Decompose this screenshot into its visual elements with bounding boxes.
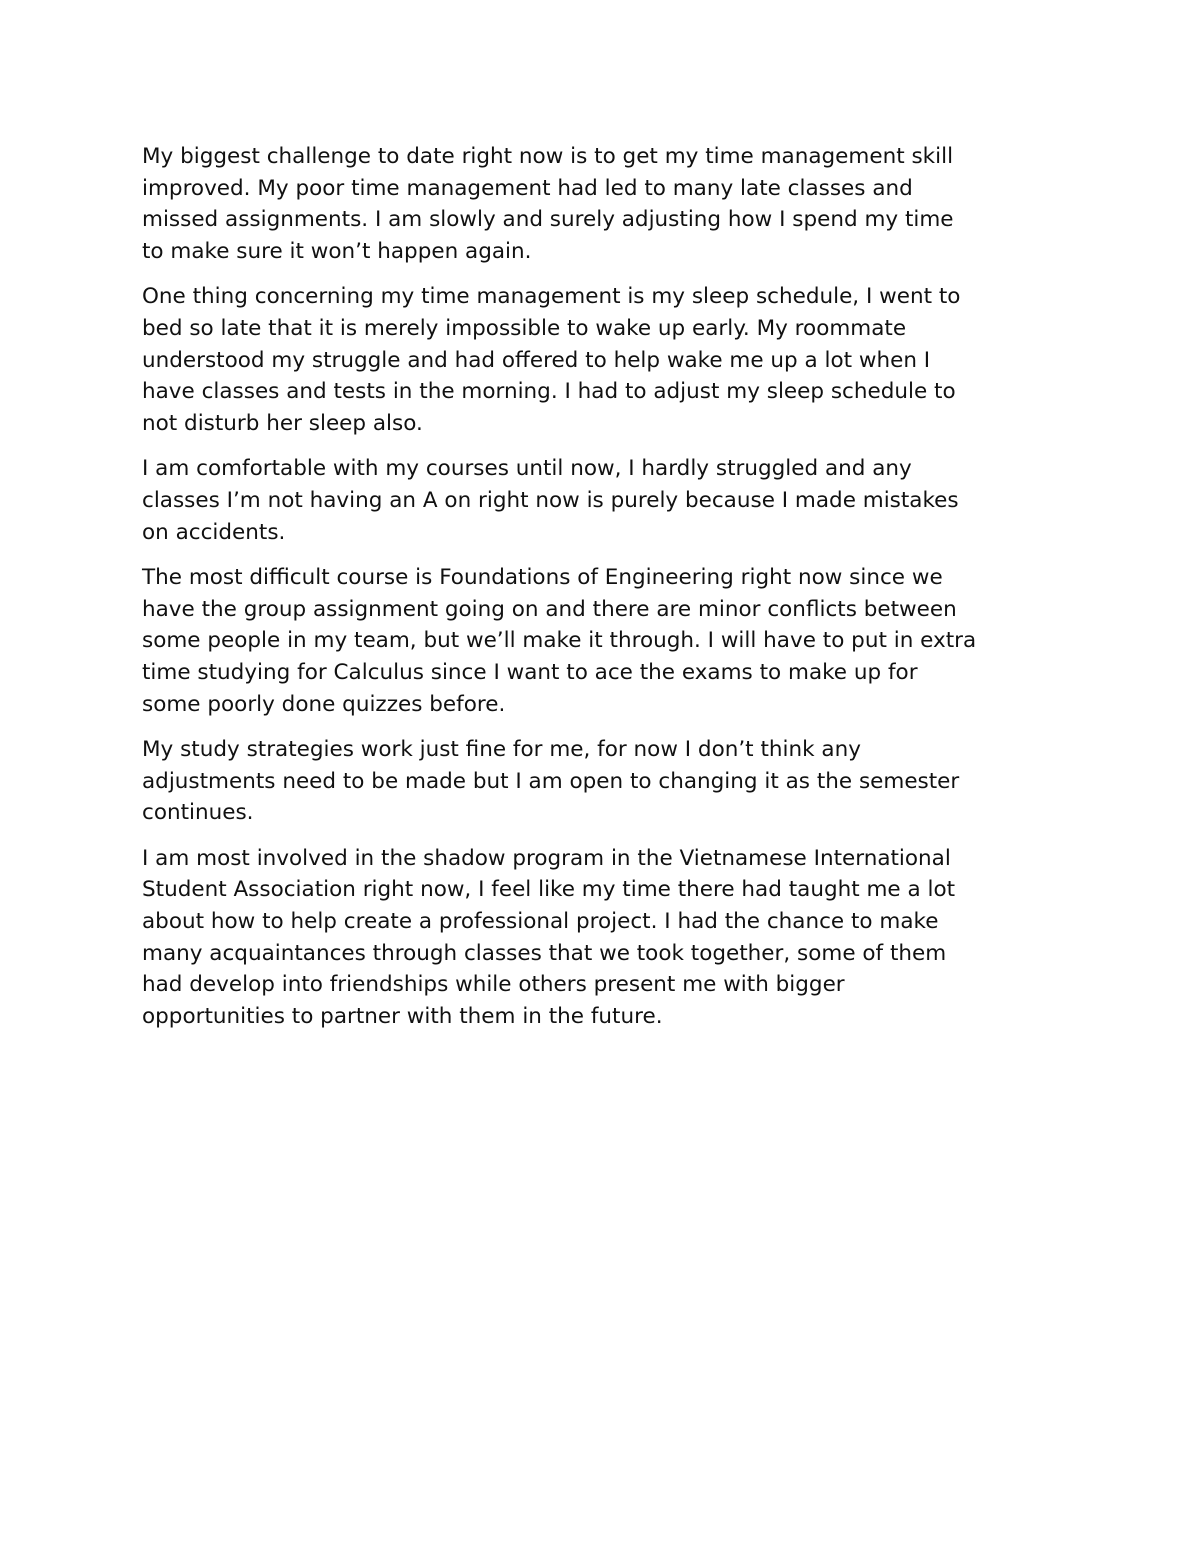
text-line: had develop into friendships while others present me with bigger bbox=[142, 972, 845, 998]
text-line: some people in my team, but we’ll make it through. I will have to put in extra bbox=[142, 628, 977, 654]
text-line: The most difficult course is Foundations of Engineering right now since we bbox=[142, 565, 943, 591]
document-body bbox=[142, 141, 1062, 1046]
text-line: have classes and tests in the morning. I had to adjust my sleep schedule to bbox=[142, 379, 956, 405]
text-line: some poorly done quizzes before. bbox=[142, 691, 506, 717]
paragraph-difficult-course bbox=[142, 562, 1062, 720]
text-line: to make sure it won’t happen again. bbox=[142, 238, 532, 264]
text-line: have the group assignment going on and there are minor conflicts between bbox=[142, 596, 957, 622]
paragraph-study-strategies bbox=[142, 734, 1062, 829]
text-line: One thing concerning my time management is my sleep schedule, I went to bbox=[142, 284, 961, 310]
text-line: bed so late that it is merely impossible to wake up early. My roommate bbox=[142, 315, 907, 341]
text-line: understood my struggle and had offered to help wake me up a lot when I bbox=[142, 347, 931, 373]
text-line: My biggest challenge to date right now is to get my time management skill bbox=[142, 144, 954, 169]
text-line: I am most involved in the shadow program in the Vietnamese International bbox=[142, 845, 951, 871]
paragraph-sleep-schedule bbox=[142, 281, 1062, 439]
paragraph-time-management bbox=[142, 141, 1062, 267]
text-line: not disturb her sleep also. bbox=[142, 410, 423, 436]
text-line: I am comfortable with my courses until now, I hardly struggled and any bbox=[142, 456, 912, 482]
text-line: continues. bbox=[142, 800, 254, 826]
text-line: on accidents. bbox=[142, 519, 286, 545]
text-line: adjustments need to be made but I am open to changing it as the semester bbox=[142, 768, 960, 794]
text-line: missed assignments. I am slowly and surely adjusting how I spend my time bbox=[142, 207, 954, 233]
text-line: My study strategies work just fine for me, for now I don’t think any bbox=[142, 737, 861, 763]
text-line: improved. My poor time management had led to many late classes and bbox=[142, 175, 913, 201]
text-line: Student Association right now, I feel like my time there had taught me a lot bbox=[142, 877, 956, 903]
text-line: many acquaintances through classes that we took together, some of them bbox=[142, 940, 947, 966]
paragraph-courses bbox=[142, 453, 1062, 548]
text-line: opportunities to partner with them in the future. bbox=[142, 1003, 663, 1029]
text-line: time studying for Calculus since I want to ace the exams to make up for bbox=[142, 659, 918, 685]
paragraph-involvement bbox=[142, 843, 1062, 1033]
text-line: classes I’m not having an A on right now is purely because I made mistakes bbox=[142, 487, 959, 513]
text-line: about how to help create a professional project. I had the chance to make bbox=[142, 909, 939, 935]
